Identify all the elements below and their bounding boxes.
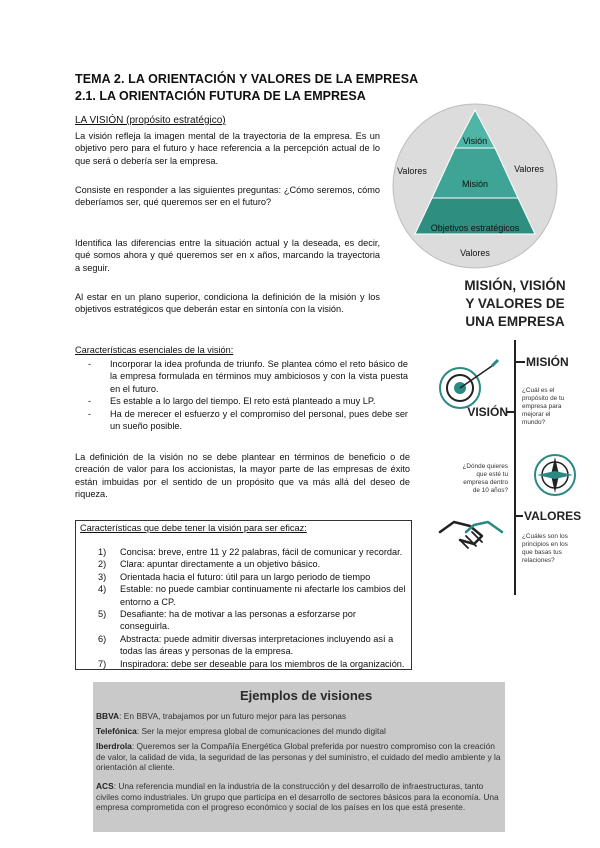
- item-text: Clara: apuntar directamente a un objetivo básico.: [120, 559, 321, 570]
- valores-question-line: ¿Cuáles son los: [522, 533, 568, 540]
- item-text: Desafiante: ha de motivar a las personas a esforzarse por conseguirla.: [120, 609, 356, 632]
- example-name: Telefónica: [96, 726, 137, 736]
- valores-question-line: que basas tus: [522, 549, 562, 556]
- item-number: 1): [98, 547, 107, 557]
- mision-question-line: empresa para: [522, 403, 562, 410]
- pyramid-diagram: [388, 100, 563, 270]
- item-text: Estable: no puede cambiar continuamente ni afectarle los cambios del entorno a CP.: [120, 584, 406, 607]
- example-item: [96, 781, 501, 813]
- valores-question-line: principios en los: [522, 541, 568, 548]
- item-number: 3): [98, 571, 107, 582]
- pyramid-base-label: Objetivos estratégicos: [430, 223, 520, 233]
- vision-question-line: de 10 años?: [472, 487, 508, 494]
- vision-label: VISIÓN: [467, 405, 508, 419]
- target-icon: [440, 360, 498, 408]
- infographic-title-1: MISIÓN, VISIÓN: [464, 278, 566, 293]
- page-title: TEMA 2. LA ORIENTACIÓN Y VALORES DE LA EMPRESA: [75, 72, 419, 86]
- paragraph-1: La visión refleja la imagen mental de la trayectoria de la empresa. Es un objetivo pero para el futuro y hace referencia a la percepción actual de lo que será o debería ser la empresa.: [75, 131, 380, 166]
- item-number: 6): [98, 633, 107, 644]
- example-name: ACS: [96, 781, 114, 791]
- example-text: : Ser la mejor empresa global de comunicaciones del mundo digital: [136, 726, 386, 736]
- item-number: 4): [98, 584, 107, 595]
- infographic: [430, 270, 600, 600]
- vision-question-line: empresa dentro: [463, 479, 508, 486]
- effective-title: Características que debe tener la visión para ser eficaz:: [80, 523, 307, 533]
- list-item: [90, 558, 408, 570]
- vision-question-line: que esté tu: [476, 471, 508, 478]
- item-text: Concisa: breve, entre 11 y 22 palabras, fácil de comunicar y recordar.: [120, 547, 403, 557]
- pyramid-left-label: Valores: [397, 166, 427, 176]
- infographic-title-3: UNA EMPRESA: [465, 314, 565, 329]
- list-item: [90, 546, 408, 558]
- paragraph-4: Al estar en un plano superior, condiciona la definición de la misión y los objetivos estratégicos que deberán estar en sintonía con la visión.: [75, 292, 380, 315]
- essentials-title: Características esenciales de la visión:: [75, 345, 234, 355]
- example-name: BBVA: [96, 711, 120, 721]
- example-text: : En BBVA, trabajamos por un futuro mejor para las personas: [119, 711, 347, 721]
- list-item: [90, 608, 408, 633]
- pyramid-right-label: Valores: [514, 164, 544, 174]
- pyramid-top-label: Visión: [462, 136, 488, 146]
- mision-question-line: ¿Cuál es el: [522, 387, 555, 394]
- item-number: 2): [98, 559, 107, 570]
- example-item: [96, 741, 501, 773]
- item-text: Abstracta: puede admitir diversas interpretaciones incluyendo así a todas las áreas y personas de la empresa.: [120, 633, 394, 657]
- example-text: : Queremos ser la Compañía Energética Global preferida por nuestro compromiso con la creación de valor, la calidad de vida, la seguridad de las personas y del suministro, el cuidado del medio ambiente y la orientación al cliente.: [96, 741, 501, 772]
- list-item: [90, 583, 408, 608]
- paragraph-2: Consiste en responder a las siguientes preguntas: ¿Cómo seremos, cómo deberíamos ser, qué queremos ser en el futuro?: [75, 185, 380, 208]
- paragraph-3: Identifica las diferencias entre la situación actual y la deseada, es decir, qué somos ahora y qué queremos ser en x años, marcando la trayectoria a seguir.: [75, 238, 380, 273]
- infographic-svg: [430, 270, 600, 600]
- valores-question-line: relaciones?: [522, 557, 555, 564]
- mision-question-line: propósito de tu: [522, 395, 565, 402]
- example-item: [96, 726, 501, 737]
- item-text: Orientada hacia el futuro: útil para un largo periodo de tiempo: [120, 571, 371, 582]
- compass-icon: [535, 455, 575, 495]
- mision-question-line: mundo?: [522, 419, 546, 426]
- list-item: [90, 658, 408, 670]
- section-heading: LA VISIÓN (propósito estratégico): [75, 115, 226, 126]
- item-number: 7): [98, 658, 107, 669]
- list-item: [90, 571, 408, 583]
- essentials-list: [88, 358, 408, 432]
- mision-question-line: mejorar el: [522, 411, 551, 418]
- pyramid-bottom-label: Valores: [460, 248, 490, 258]
- example-name: Iberdrola: [96, 741, 132, 751]
- item-text: Inspiradora: debe ser deseable para los miembros de la organización.: [120, 658, 405, 669]
- pyramid-middle-label: Misión: [461, 179, 489, 189]
- examples-title: Ejemplos de visiones: [240, 688, 373, 703]
- list-item: - Ha de merecer el esfuerzo y el compromiso del personal, pues debe ser un sueño posible.: [88, 408, 408, 433]
- paragraph-5: La definición de la visión no se debe plantear en términos de beneficio o de creación de valor para los accionistas, la mayor parte de las empresas de éxito están imbuidas por el sentido de un propósito que va más allá del deseo de riqueza.: [75, 452, 410, 500]
- page-subtitle: 2.1. LA ORIENTACIÓN FUTURA DE LA EMPRESA: [75, 89, 366, 103]
- example-item: [96, 711, 501, 722]
- vision-question-line: ¿Dónde quieres: [462, 463, 508, 470]
- valores-label: VALORES: [524, 509, 582, 523]
- list-item: - Incorporar la idea profunda de triunfo. Se plantea cómo el reto básico de la empresa formulada en términos muy ambiciosos y con la vista puesta en el futuro.: [88, 358, 408, 395]
- list-item: [90, 633, 408, 658]
- mision-label: MISIÓN: [526, 355, 569, 369]
- effective-list: [90, 546, 408, 670]
- infographic-title-2: Y VALORES DE: [465, 296, 565, 311]
- handshake-icon: [440, 522, 502, 548]
- list-item: - Es estable a lo largo del tiempo. El reto está planteado a muy LP.: [88, 395, 408, 407]
- example-text: : Una referencia mundial en la industria de la construcción y del desarrollo de infraestructuras, tanto civiles como industriales. Un grupo que participa en el desarrollo de sectores básicos para la economía. Una empresa comprometida con el progreso económico y social de los países en los que está presente.: [96, 781, 499, 812]
- item-number: 5): [98, 609, 107, 620]
